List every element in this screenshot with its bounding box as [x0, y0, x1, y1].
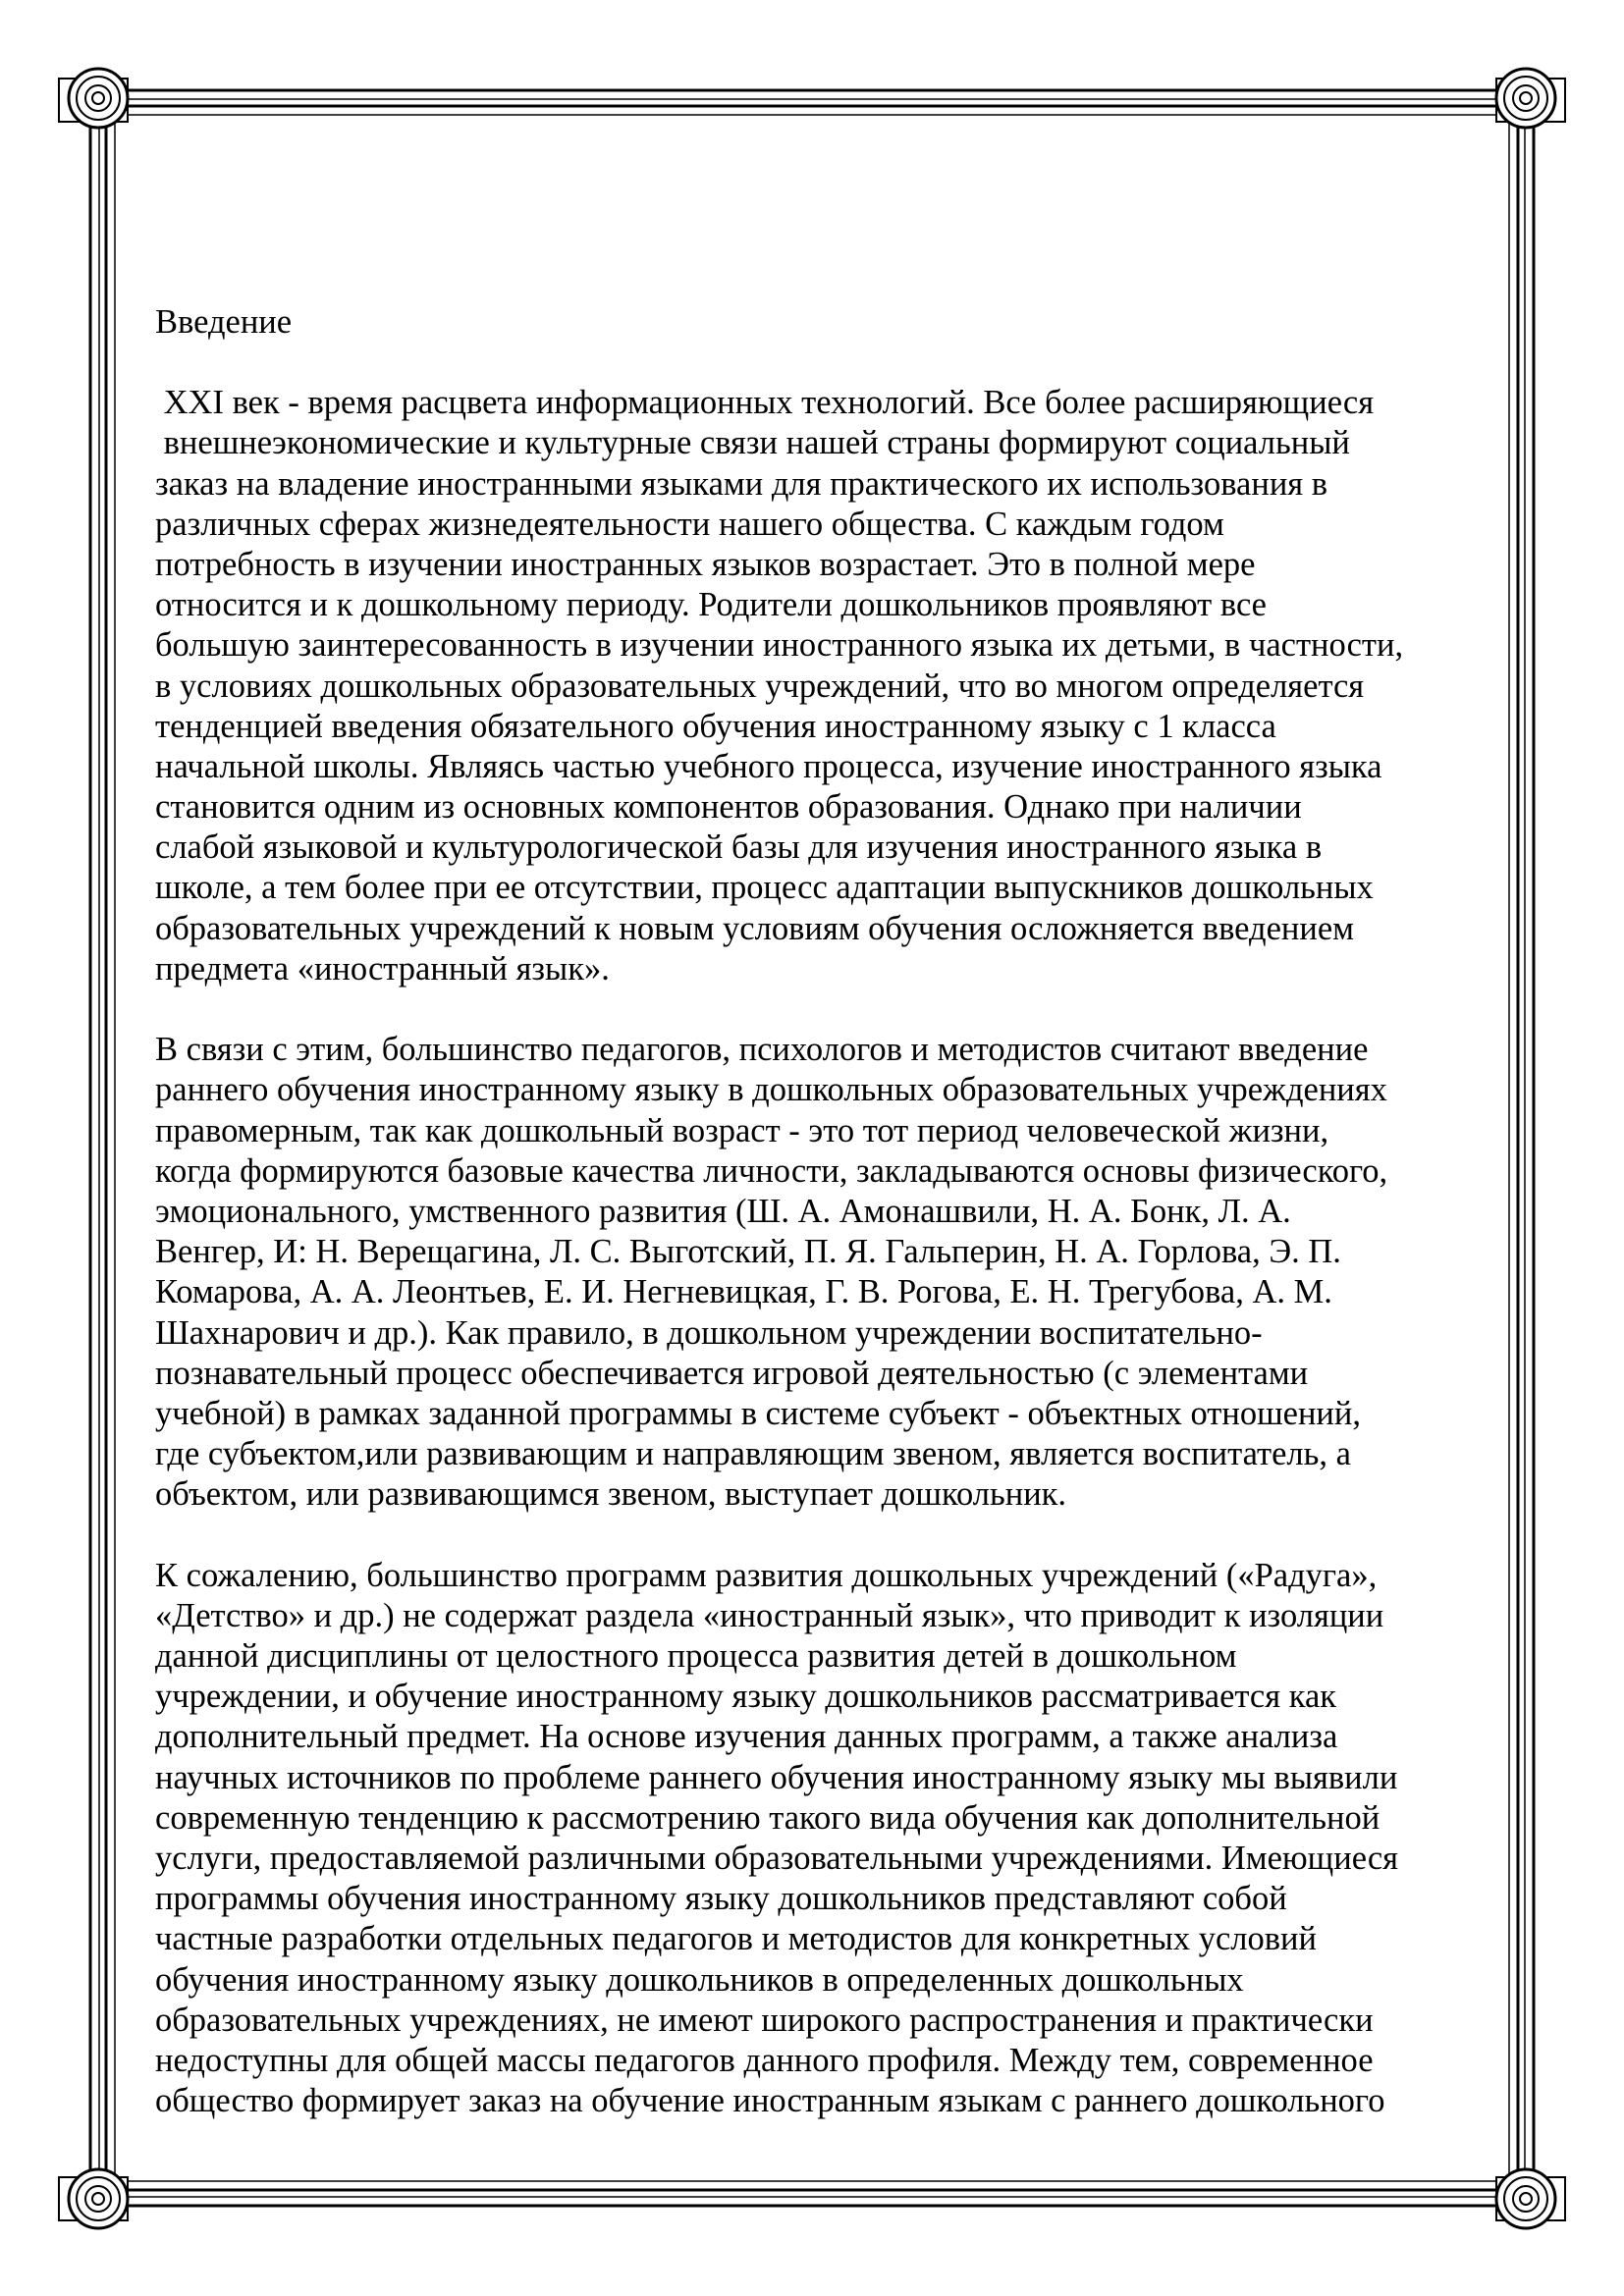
text-line: Комарова, А. А. Леонтьев, Е. И. Негневицкая, Г. В. Рогова, Е. Н. Трегубова, А. М. — [155, 1273, 1332, 1311]
text-line: данной дисциплины от целостного процесса развития детей в дошкольном — [155, 1637, 1237, 1676]
text-line: современную тенденцию к рассмотрению такого вида обучения как дополнительной — [155, 1798, 1380, 1837]
text-line: услуги, предоставляемой различными образовательными учреждениями. Имеющиеся — [155, 1839, 1399, 1877]
text-line: предмета «иностранный язык». — [155, 949, 610, 988]
text-line: XXI век - время расцвета информационных технологий. Все более расширяющиеся — [155, 384, 1375, 422]
text-line: становится одним из основных компонентов образования. Однако при наличии — [155, 788, 1302, 827]
paragraph-2 — [155, 1030, 1490, 1515]
text-line: заказ на владение иностранными языками для практического их использования в — [155, 464, 1328, 503]
text-line: в условиях дошкольных образовательных учреждений, что во многом определяется — [155, 667, 1365, 705]
text-line: программы обучения иностранному языку дошкольников представляют собой — [155, 1880, 1287, 1918]
text-line: раннего обучения иностранному языку в дошкольных образовательных учреждениях — [155, 1071, 1387, 1109]
text-line: школе, а тем более при ее отсутствии, процесс адаптации выпускников дошкольных — [155, 869, 1374, 907]
text-line: правомерным, так как дошкольный возраст - это тот период человеческой жизни, — [155, 1111, 1329, 1149]
text-line: К сожалению, большинство программ развития дошкольных учреждений («Радуга», — [155, 1556, 1378, 1594]
text-line: слабой языковой и культурологической базы для изучения иностранного языка в — [155, 828, 1323, 867]
text-line: большую заинтересованность в изучении иностранного языка их детьми, в частности, — [155, 626, 1404, 665]
paragraph-1 — [155, 383, 1490, 989]
text-line: образовательных учреждений к новым условиям обучения осложняется введением — [155, 909, 1354, 947]
text-line: образовательных учреждениях, не имеют широкого распространения и практически — [155, 2001, 1374, 2039]
text-line: тенденцией введения обязательного обучения иностранному языку с 1 класса — [155, 707, 1276, 745]
text-line: «Детство» и др.) не содержат раздела «иностранный язык», что приводит к изоляции — [155, 1596, 1384, 1634]
text-line: познавательный процесс обеспечивается игровой деятельностью (с элементами — [155, 1354, 1309, 1392]
document-body — [155, 302, 1490, 2162]
text-line: учебной) в рамках заданной программы в системе субъект - объектных отношений, — [155, 1394, 1361, 1432]
corner-ornament-top-right-icon — [1496, 69, 1565, 128]
text-line: учреждении, и обучение иностранному языку дошкольников рассматривается как — [155, 1678, 1337, 1716]
corner-ornament-top-left-icon — [59, 69, 128, 128]
text-line: эмоционального, умственного развития (Ш. А. Амонашвили, Н. А. Бонк, Л. А. — [155, 1192, 1291, 1230]
text-line: Шахнарович и др.). Как правило, в дошкольном учреждении воспитательно- — [155, 1313, 1263, 1352]
text-line: относится и к дошкольному периоду. Родители дошкольников проявляют все — [155, 586, 1267, 624]
text-line: объектом, или развивающимся звеном, выступает дошкольник. — [155, 1475, 1067, 1514]
text-line: частные разработки отдельных педагогов и методистов для конкретных условий — [155, 1920, 1317, 1958]
text-line: различных сферах жизнедеятельности нашего общества. С каждым годом — [155, 505, 1224, 543]
text-line: где субъектом,или развивающим и направляющим звеном, является воспитатель, а — [155, 1435, 1351, 1473]
text-line: недоступны для общей массы педагогов данного профиля. Между тем, современное — [155, 2041, 1374, 2079]
paragraph-3 — [155, 1556, 1490, 2122]
corner-ornament-bottom-right-icon — [1496, 2169, 1565, 2228]
text-line: начальной школы. Являясь частью учебного процесса, изучение иностранного языка — [155, 747, 1382, 785]
text-line: внешнеэкономические и культурные связи нашей страны формируют социальный — [155, 424, 1350, 462]
text-line: потребность в изучении иностранных языков возрастает. Это в полной мере — [155, 545, 1256, 583]
text-line: общество формирует заказ на обучение иностранным языкам с раннего дошкольного — [155, 2082, 1385, 2120]
corner-ornament-bottom-left-icon — [59, 2169, 128, 2228]
text-line: В связи с этим, большинство педагогов, психологов и методистов считают введение — [155, 1031, 1369, 1069]
text-line: обучения иностранному языку дошкольников в определенных дошкольных — [155, 1960, 1244, 1999]
text-line: дополнительный предмет. На основе изучения данных программ, а также анализа — [155, 1718, 1338, 1756]
text-line: научных источников по проблеме раннего обучения иностранному языку мы выявили — [155, 1758, 1398, 1796]
text-line: Венгер, И: Н. Верещагина, Л. С. Выготский, П. Я. Гальперин, Н. А. Горлова, Э. П. — [155, 1233, 1341, 1271]
document-heading: Введение — [155, 303, 293, 341]
text-line: когда формируются базовые качества личности, закладываются основы физического, — [155, 1151, 1388, 1190]
